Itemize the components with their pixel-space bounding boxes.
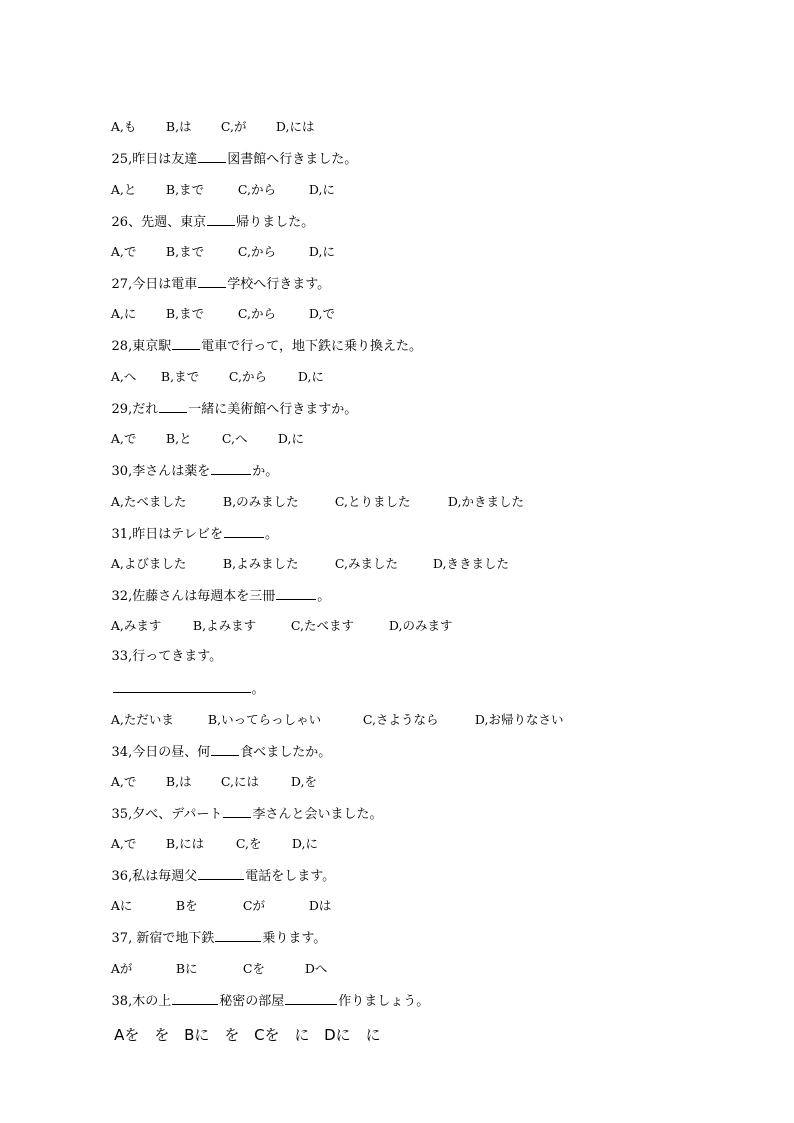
question-text-rest: 李さんと会いました。 bbox=[252, 807, 383, 822]
option-b: B,まで bbox=[165, 244, 205, 259]
question-text-rest: 。 bbox=[264, 527, 278, 542]
option-a: A,で bbox=[110, 836, 137, 851]
question-text: 35,夕べ、デパート bbox=[111, 807, 223, 822]
answer-blank bbox=[223, 805, 251, 818]
option-c: C,から bbox=[237, 306, 276, 321]
option-b: B,まで bbox=[160, 369, 200, 384]
options-row bbox=[95, 1005, 381, 1065]
question-text-mid: 秘密の部屋 bbox=[219, 994, 285, 1009]
question-text-rest: 一緒に美術館へ行きますか。 bbox=[188, 402, 358, 417]
option-b: B,いってらっしゃい bbox=[207, 712, 322, 727]
answer-blank bbox=[198, 150, 226, 163]
option-c: C,から bbox=[228, 369, 267, 384]
question-text: 29,だれ bbox=[111, 402, 159, 417]
answer-blank-2 bbox=[285, 992, 337, 1005]
question-text-rest: 帰りました。 bbox=[236, 215, 315, 230]
question-text: 26、先週、東京 bbox=[111, 215, 207, 230]
question-text: 25,昨日は友達 bbox=[111, 152, 198, 167]
answer-blank bbox=[113, 680, 251, 693]
option-a: A,たべました bbox=[110, 494, 187, 509]
option-a: A,へ bbox=[110, 369, 137, 384]
option-c: Cを に bbox=[254, 1026, 310, 1044]
option-a: Aが bbox=[110, 961, 133, 976]
option-d: D,に bbox=[277, 431, 304, 446]
option-b: Bに を bbox=[184, 1026, 240, 1044]
option-a: A,も bbox=[110, 119, 137, 134]
option-a: A,と bbox=[110, 182, 137, 197]
option-c: C,とりました bbox=[334, 494, 411, 509]
question-text-rest: 作りましょう。 bbox=[338, 994, 430, 1009]
option-b: Bを bbox=[175, 898, 198, 913]
option-a: A,よびました bbox=[110, 556, 187, 571]
question-text: 30,李さんは薬を bbox=[111, 464, 211, 479]
option-b: B,は bbox=[165, 774, 192, 789]
question-text: 38,木の上 bbox=[111, 994, 172, 1009]
option-d: D,のみます bbox=[388, 618, 453, 633]
option-b: B,まで bbox=[165, 306, 205, 321]
question-text: 33,行ってきます。 bbox=[111, 649, 223, 664]
option-a: Aに bbox=[110, 898, 133, 913]
option-c: C,たべます bbox=[290, 618, 354, 633]
question-text: 37, 新宿で地下鉄 bbox=[111, 931, 215, 946]
option-d: D,に bbox=[308, 182, 335, 197]
option-c: C,には bbox=[220, 774, 259, 789]
option-a: A,ただいま bbox=[110, 712, 174, 727]
option-a: A,で bbox=[110, 431, 137, 446]
question-text-rest: 食べましたか。 bbox=[240, 745, 332, 760]
option-d: D,で bbox=[308, 306, 335, 321]
option-a: A,で bbox=[110, 244, 137, 259]
question-text: 36,私は毎週父 bbox=[111, 869, 198, 884]
question-text: 28,東京駅 bbox=[111, 339, 172, 354]
option-c: Cを bbox=[242, 961, 265, 976]
question-text: 31,昨日はテレビを bbox=[111, 527, 223, 542]
option-c: Cが bbox=[242, 898, 265, 913]
question-text: 32,佐藤さんは毎週本を三冊 bbox=[111, 589, 276, 604]
answer-blank bbox=[159, 400, 187, 413]
answer-line-end: 。 bbox=[251, 682, 265, 697]
option-c: C,みました bbox=[334, 556, 398, 571]
option-c: C,から bbox=[237, 244, 276, 259]
answer-blank bbox=[211, 462, 251, 475]
option-b: B,まで bbox=[165, 182, 205, 197]
option-d: D,に bbox=[291, 836, 318, 851]
option-b: B,と bbox=[165, 431, 192, 446]
option-b: B,よみました bbox=[222, 556, 299, 571]
answer-blank bbox=[215, 929, 261, 942]
option-a: A,で bbox=[110, 774, 137, 789]
option-b: B,には bbox=[165, 836, 205, 851]
question-text-rest: 学校へ行きます。 bbox=[227, 277, 331, 292]
question-text-rest: 乗ります。 bbox=[262, 931, 327, 946]
option-d: D,かきました bbox=[447, 494, 524, 509]
question-text-rest: 電車で行って，地下鉄に乗り換えた。 bbox=[201, 339, 422, 354]
option-c: C,へ bbox=[221, 431, 248, 446]
option-b: B,は bbox=[165, 119, 192, 134]
option-d: D,に bbox=[308, 244, 335, 259]
option-b: B,よみます bbox=[192, 618, 257, 633]
option-c: C,を bbox=[235, 836, 262, 851]
option-d: D,を bbox=[290, 774, 317, 789]
option-d: D,お帰りなさい bbox=[474, 712, 564, 727]
question-text-rest: 。 bbox=[317, 589, 331, 604]
option-c: C,が bbox=[220, 119, 247, 134]
option-d: D,ききました bbox=[432, 556, 509, 571]
question-text-rest: 図書館へ行きました。 bbox=[227, 152, 358, 167]
question-text-rest: 電話をします。 bbox=[245, 869, 336, 884]
option-d: D,には bbox=[275, 119, 315, 134]
answer-blank bbox=[198, 275, 226, 288]
option-a: Aを を bbox=[114, 1026, 170, 1044]
option-d: Dへ bbox=[304, 961, 328, 976]
option-c: C,から bbox=[237, 182, 276, 197]
question-text-rest: か。 bbox=[252, 464, 279, 479]
option-b: B,のみました bbox=[222, 494, 299, 509]
answer-blank bbox=[211, 743, 239, 756]
question-text: 34,今日の昼、何 bbox=[111, 745, 211, 760]
option-d: Dに に bbox=[324, 1026, 381, 1044]
option-c: C,さようなら bbox=[362, 712, 439, 727]
answer-blank bbox=[207, 213, 235, 226]
option-b: Bに bbox=[175, 961, 198, 976]
option-d: Dは bbox=[308, 898, 332, 913]
answer-blank-1 bbox=[172, 992, 218, 1005]
answer-blank bbox=[276, 587, 316, 600]
option-d: D,に bbox=[297, 369, 324, 384]
question-text: 27,今日は電車 bbox=[111, 277, 198, 292]
option-a: A,に bbox=[110, 306, 137, 321]
option-a: A,みます bbox=[110, 618, 162, 633]
answer-blank bbox=[172, 337, 200, 350]
answer-blank bbox=[224, 525, 264, 538]
answer-blank bbox=[198, 867, 244, 880]
